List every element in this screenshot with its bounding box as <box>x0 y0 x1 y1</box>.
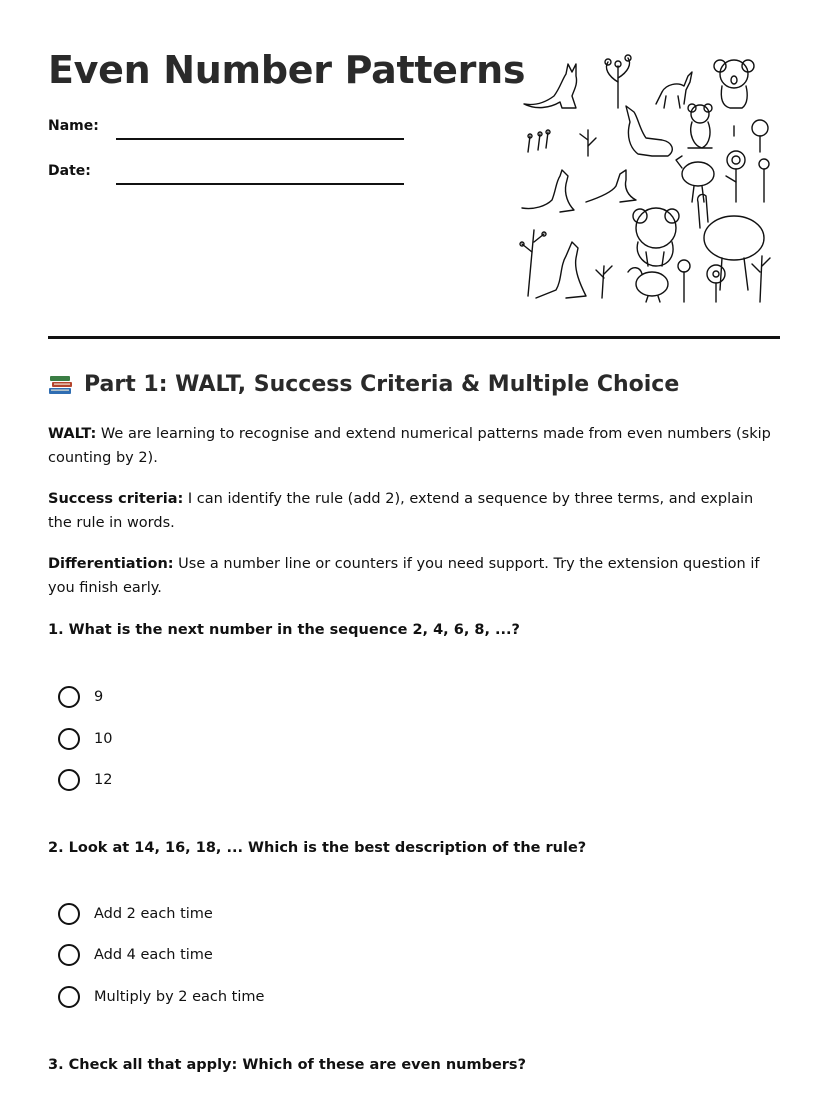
walt-label: WALT: <box>48 426 97 442</box>
plant-drawing <box>605 55 631 108</box>
question-1-option[interactable] <box>58 769 112 791</box>
question-2-option[interactable] <box>58 903 213 925</box>
walt-paragraph <box>48 422 780 470</box>
books-icon <box>48 374 74 396</box>
success-criteria-label: Success criteria: <box>48 491 184 507</box>
plant-drawing <box>520 230 546 296</box>
name-label: Name: <box>48 118 99 134</box>
plant-drawing <box>528 130 596 156</box>
part1-heading-text: Part 1: WALT, Success Criteria & Multiple Choice <box>84 372 680 397</box>
australian-animals-illustration <box>516 52 780 304</box>
part1-heading <box>48 372 679 397</box>
kangaroo-drawing <box>586 170 636 202</box>
kangaroo-drawing <box>522 170 574 212</box>
differentiation-paragraph <box>48 552 780 600</box>
plant-drawing <box>596 266 612 298</box>
section-divider <box>48 336 780 339</box>
option-label: 12 <box>94 772 113 788</box>
radio-button[interactable] <box>58 986 80 1008</box>
flower-drawing <box>726 151 769 202</box>
question-3-text: 3. Check all that apply: Which of these are even numbers? <box>48 1057 526 1073</box>
page-title: Even Number Patterns <box>48 48 526 92</box>
date-field-line[interactable] <box>116 183 404 185</box>
question-1-option[interactable] <box>58 686 103 708</box>
option-label: Add 2 each time <box>94 906 213 922</box>
differentiation-label: Differentiation: <box>48 556 174 572</box>
question-1-option[interactable] <box>58 728 112 750</box>
bird-drawing <box>676 156 714 202</box>
koala-drawing <box>714 60 754 108</box>
differentiation-text: Use a number line or counters if you need support. Try the extension question if you finish early. <box>48 556 760 596</box>
question-1-text: 1. What is the next number in the sequence 2, 4, 6, 8, ...? <box>48 622 520 638</box>
question-2-option[interactable] <box>58 986 264 1008</box>
question-2-option[interactable] <box>58 944 213 966</box>
option-label: 9 <box>94 689 104 705</box>
option-label: 10 <box>94 731 113 747</box>
radio-button[interactable] <box>58 769 80 791</box>
koala-drawing <box>633 208 679 266</box>
success-criteria-text: I can identify the rule (add 2), extend a sequence by three terms, and explain the rule in words. <box>48 491 754 531</box>
success-criteria-paragraph <box>48 487 780 535</box>
radio-button[interactable] <box>58 686 80 708</box>
option-label: Add 4 each time <box>94 947 213 963</box>
kangaroo-drawing <box>536 242 586 298</box>
flower-drawing <box>678 256 770 302</box>
question-2-text: 2. Look at 14, 16, 18, ... Which is the best description of the rule? <box>48 840 587 856</box>
radio-button[interactable] <box>58 944 80 966</box>
emu-drawing <box>656 72 692 108</box>
option-label: Multiply by 2 each time <box>94 989 265 1005</box>
radio-button[interactable] <box>58 728 80 750</box>
radio-button[interactable] <box>58 903 80 925</box>
date-label: Date: <box>48 163 91 179</box>
walt-text: We are learning to recognise and extend numerical patterns made from even numbers (skip counting by 2). <box>48 426 771 466</box>
flower-drawing <box>734 120 768 152</box>
name-field-line[interactable] <box>116 138 404 140</box>
bird-drawing <box>628 268 668 302</box>
kangaroo-drawing <box>524 64 577 108</box>
kangaroo-drawing <box>626 106 672 156</box>
koala-drawing <box>688 104 712 148</box>
